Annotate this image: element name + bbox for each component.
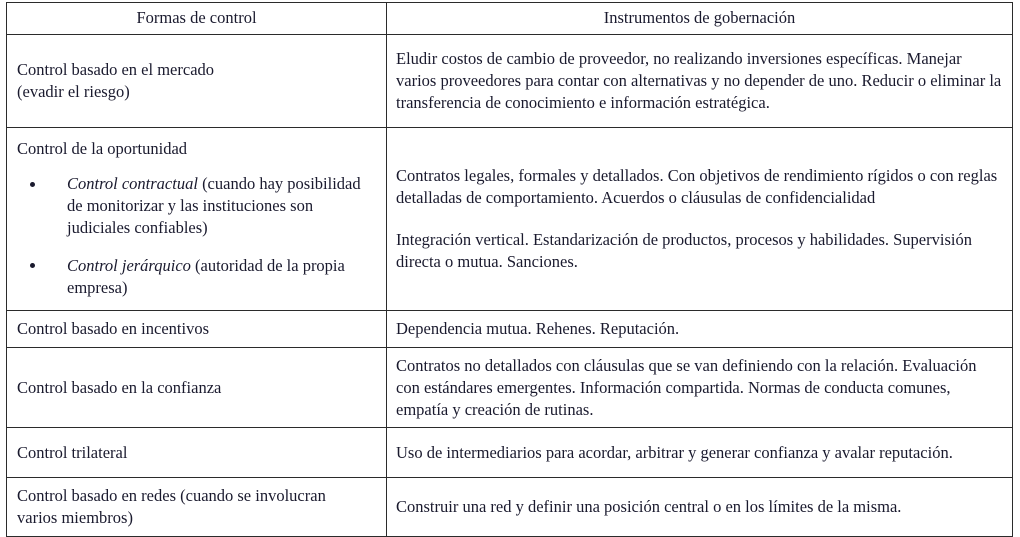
forms-label-line-2: (evadir el riesgo) [17,82,130,101]
bullet-rest: (autoridad de la propia empresa) [67,255,345,297]
cell-instruments-confianza [387,348,1013,428]
list-item [17,173,378,238]
forms-label-line-1: Control de la oportunidad [17,138,188,158]
cell-forms-mercado [7,35,387,128]
table-header-row [7,3,1013,35]
bullet-term: Control contractual [67,174,198,194]
column-header-instrumentos-de-gobernacion: Instrumentos de gobernación [387,3,1013,35]
forms-label-line-1: Control trilateral [17,442,128,462]
bullet-icon [30,182,35,187]
list-item [17,255,378,299]
cell-instruments-oportunidad [387,128,1013,311]
cell-instruments-incentivos [387,311,1013,348]
table-row [7,428,1013,478]
table-row [7,348,1013,428]
forms-label-line-1: Control basado en la confianza [17,377,222,397]
forms-bullet-list [17,173,378,298]
cell-instruments-trilateral [387,428,1013,478]
cell-instruments-mercado [387,35,1013,128]
column-header-formas-de-control: Formas de control [7,3,387,35]
bullet-rest: (cuando hay posibilidad de monitorizar y las instituciones son judiciales confiables) [67,174,361,237]
instrument-paragraph-contractual: Contratos legales, formales y detallados. Con objetivos de rendimiento rígidos o con reglas detalladas de comportamiento. Acuerdos o cláusulas de confidencialidad [396,166,998,208]
instrument-paragraph: Eludir costos de cambio de proveedor, no realizando inversiones específicas. Manejar varios proveedores para contar con alternativas y no depender de uno. Reducir o eliminar la transferencia de conocimiento e información estratégica. [396,49,1002,112]
instrument-paragraph: Uso de intermediarios para acordar, arbitrar y generar confianza y avalar reputación. [396,442,953,462]
instrument-paragraph: Dependencia mutua. Rehenes. Reputación. [396,319,680,339]
forms-label-line-1: Control basado en redes (cuando se involucran [17,486,326,506]
table-body [7,35,1013,537]
cell-forms-redes [7,478,387,537]
table-row [7,311,1013,348]
bullet-term: Control jerárquico [67,255,191,275]
forms-label-line-1: Control basado en incentivos [17,319,210,339]
table-row [7,478,1013,537]
forms-label-line-2: varios miembros) [17,508,133,528]
instrument-paragraph-jerarquico: Integración vertical. Estandarización de productos, procesos y habilidades. Supervisión directa o mutua. Sanciones. [396,230,972,271]
instrument-paragraph: Contratos no detallados con cláusulas que se van definiendo con la relación. Evaluación con estándares emergentes. Información compartida. Normas de conducta comunes, empatía y creación de rutinas. [396,356,977,419]
forms-label-line-1: Control basado en el mercado [17,60,215,80]
cell-forms-trilateral [7,428,387,478]
control-forms-table [6,2,1013,537]
cell-forms-oportunidad [7,128,387,311]
instrument-paragraph: Construir una red y definir una posición central o en los límites de la misma. [396,497,902,517]
cell-forms-incentivos [7,311,387,348]
bullet-icon [30,263,35,268]
table-header [7,3,1013,35]
table-row [7,35,1013,128]
cell-instruments-redes [387,478,1013,537]
table-row [7,128,1013,311]
cell-forms-confianza [7,348,387,428]
